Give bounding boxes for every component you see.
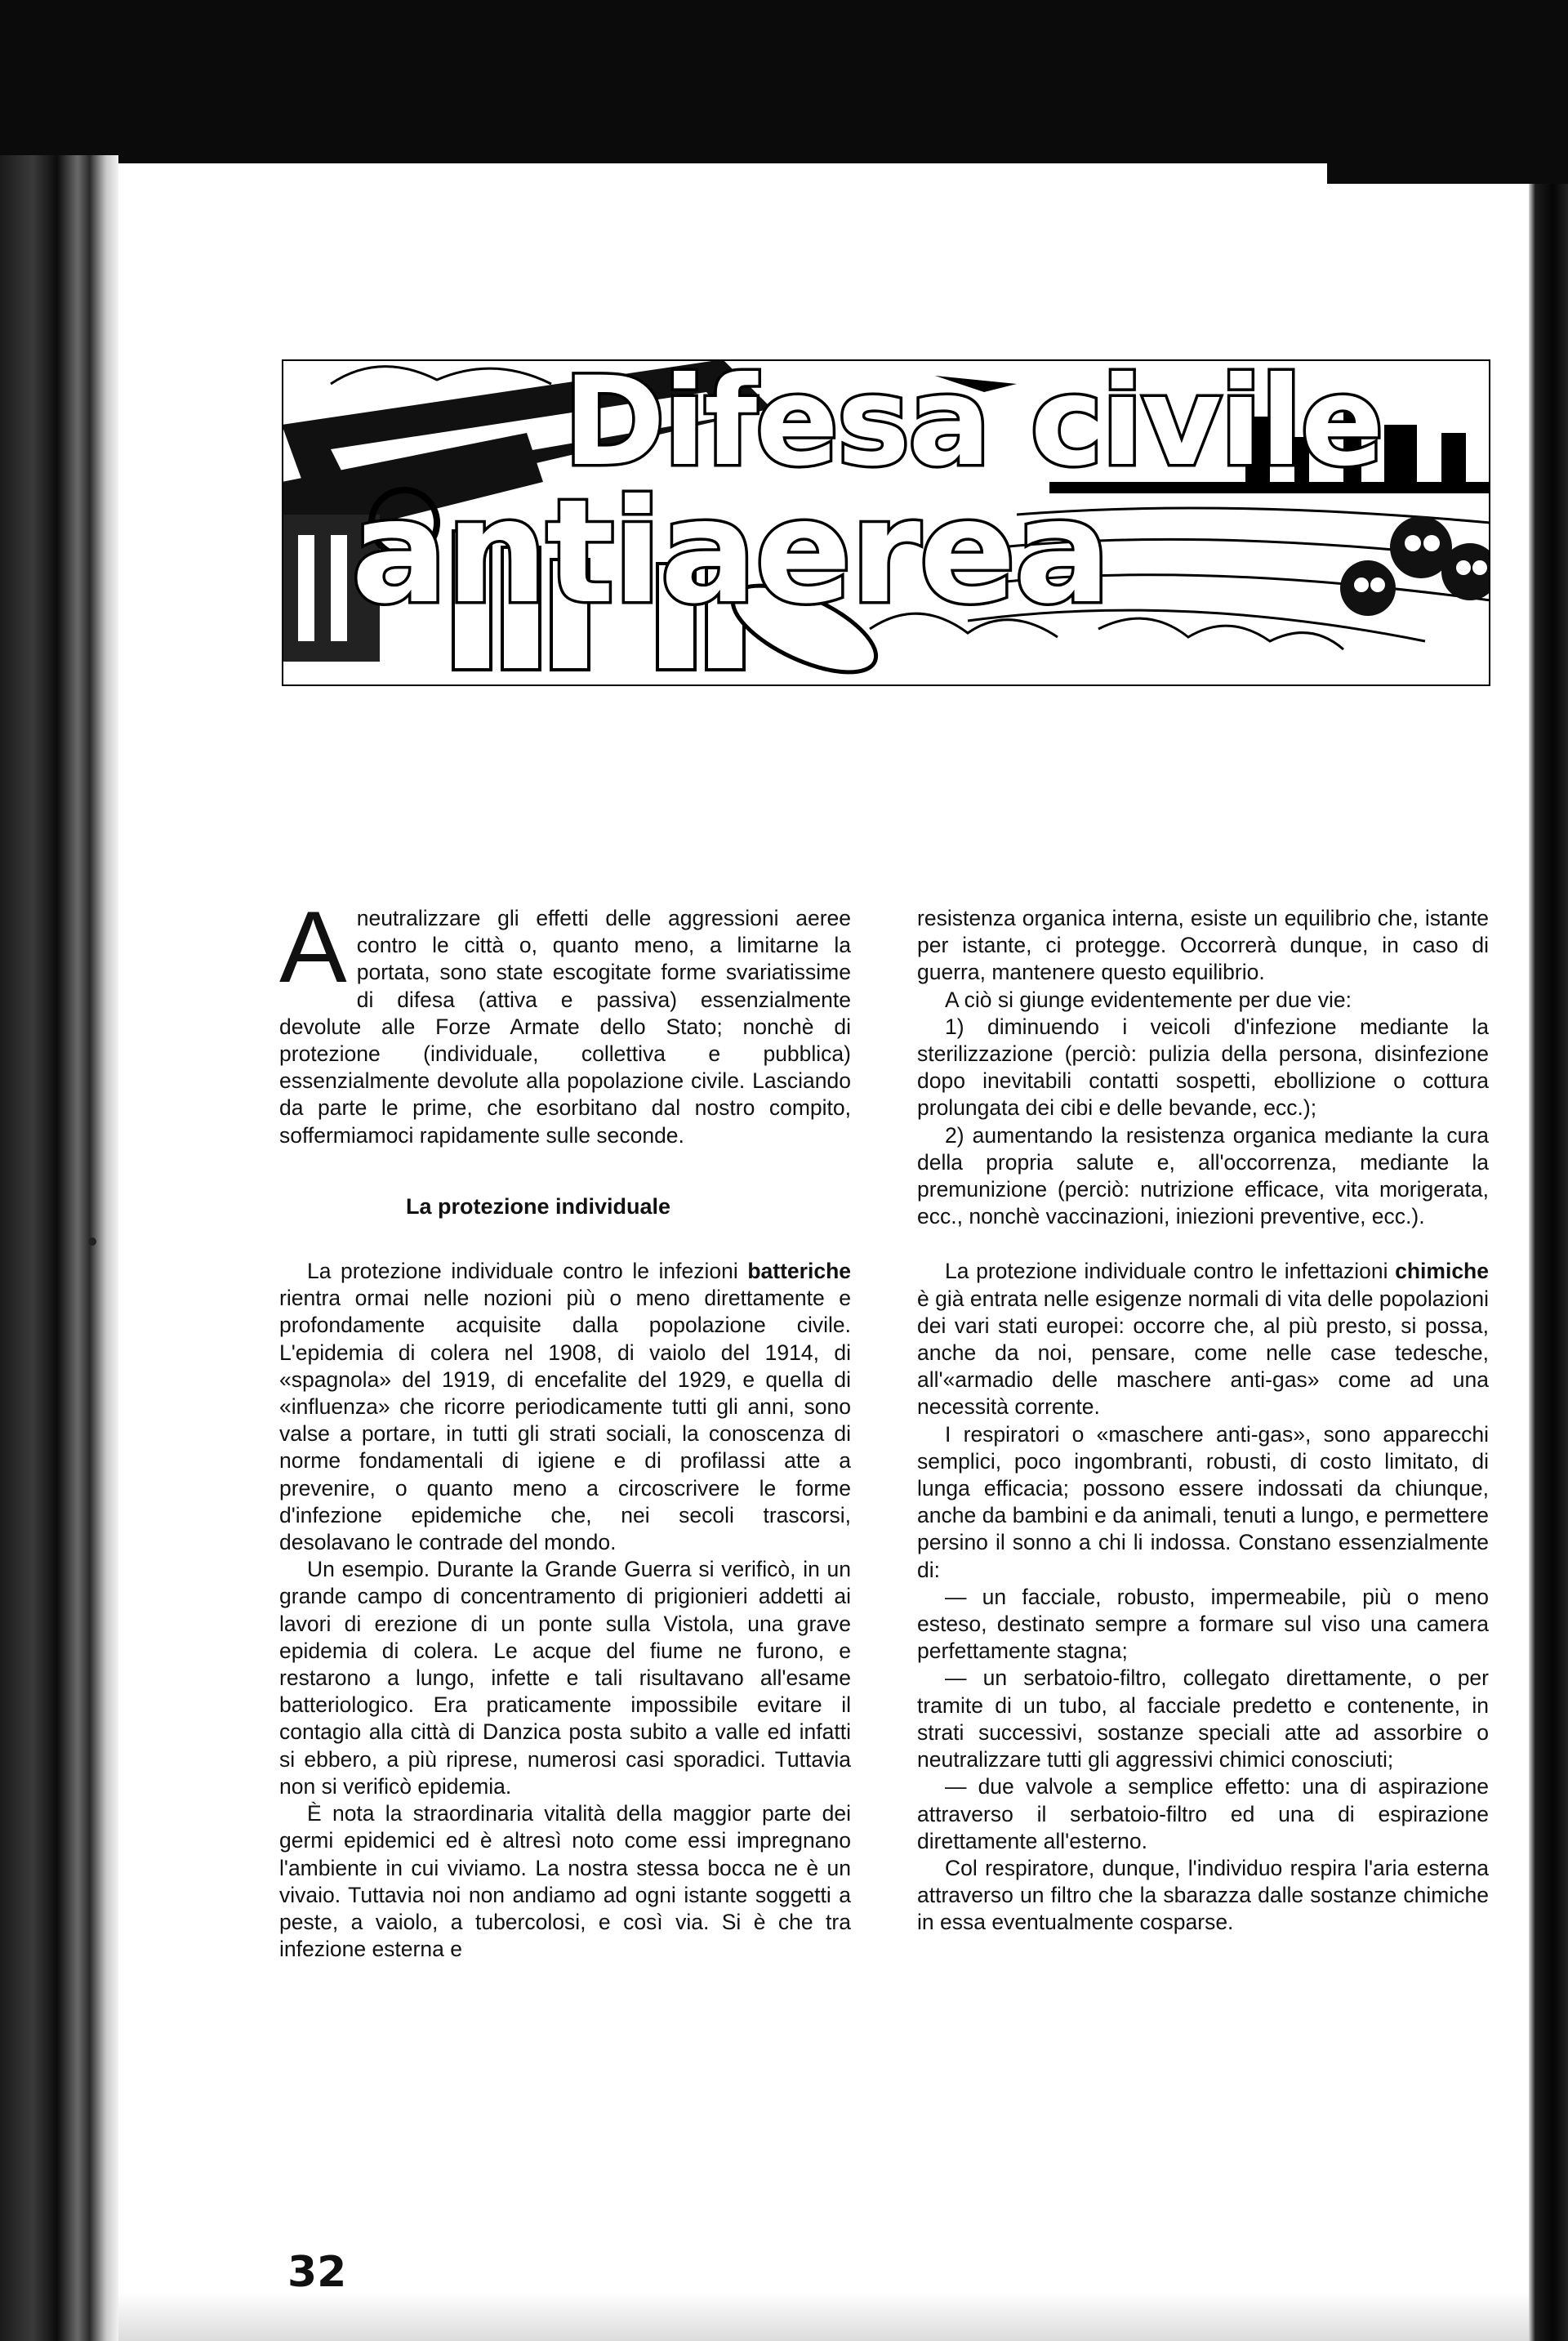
- list-item-sterilization: 1) diminuendo i veicoli d'infezione mediante la sterilizzazione (perciò: pulizia della persona, disinfezione dopo inevitabili contatti sospetti, ebollizione o cottura prolungata dei cibi e delle bevande, ecc.);: [917, 1014, 1489, 1121]
- paragraph-chemical: La protezione individuale contro le infettazioni chimiche è già entrata nelle esigenze normali di vita delle popolazioni dei vari stati europei: occorre che, al più presto, si possa, anche da noi, pensare, come nelle case tedesche, all'«armadio delle maschere anti-gas» come ad una necessità corrente.: [917, 1259, 1489, 1420]
- left-text-column: [279, 891, 851, 1963]
- list-item-facepiece: — un facciale, robusto, impermeabile, più o meno esteso, destinato sempre a formare sul viso una camera perfettamente stagna;: [917, 1584, 1489, 1664]
- drop-cap: A: [279, 891, 347, 1004]
- section-heading: La protezione individuale: [406, 1193, 671, 1219]
- list-item-filter: — un serbatoio-filtro, collegato direttamente, o per tramite di un tubo, al facciale predetto e contenente, in strati successivi, sostanze speciali atte ad assorbire o neutralizzare tutti gli aggressivi chimici conosciuti;: [917, 1665, 1489, 1772]
- paragraph-equilibrium: resistenza organica interna, esiste un equilibrio che, istante per istante, ci protegge. Occorrerà dunque, in caso di guerra, mantenere questo equilibrio.: [917, 906, 1489, 985]
- intro-paragraph: A neutralizzare gli effetti delle aggressioni aeree contro le città o, quanto meno, a limitarne la portata, sono state escogitate forme svariatissime di difesa (attiva e passiva) essenzialmente devolute alle Forze Armate dello Stato; nonchè di protezione (individuale, collettiva e pubblica) essenzialmente devolute alla popolazione civile. Lasciando da parte le prime, che esorbitano dal nostro compito, soffermiamoci rapidamente sulle seconde.: [279, 891, 851, 1148]
- article-title-line-2: antiaerea: [351, 470, 1110, 635]
- scan-top-border: [0, 0, 1327, 163]
- paragraph-example: Un esempio. Durante la Grande Guerra si verificò, in un grande campo di concentramento di prigionieri addetti ai lavori di erezione di un ponte sulla Vistola, una grave epidemia di colera. Le acque del fiume ne furono, e restarono a lungo, infette e tali risultavano all'esame batteriologico. Era praticamente impossibile evitare il contagio alla città di Danzica posta subito a valle ed infatti si ebbero, a più riprese, numerosi casi sporadici. Tuttavia non si verificò epidemia.: [279, 1557, 851, 1799]
- page-number: 32: [287, 2248, 347, 2297]
- paragraph-respirators: I respiratori o «maschere anti-gas», sono apparecchi semplici, poco ingombranti, robusti, di costo limitato, di lunga efficacia; possono essere indossati da chiunque, anche da bambini e da animali, tenuti a lungo, e permettere persino il sonno a chi li indossa. Constano essenzialmente di:: [917, 1421, 1489, 1582]
- paragraph-conclusion: Col respiratore, dunque, l'individuo respira l'aria esterna attraverso un filtro che la sbarazza dalle sostanze chimiche in essa eventualmente cosparse.: [917, 1855, 1489, 1935]
- scan-speck: [88, 1237, 96, 1246]
- paragraph-germs: È nota la straordinaria vitalità della maggior parte dei germi epidemici ed è altresì noto come essi impregnano l'ambiente in cui viviamo. La nostra stessa bocca ne è un vivaio. Tuttavia noi non andiamo ad ogni istante soggetti a peste, a vaiolo, a tubercolosi, e così via. Si è che tra infezione esterna e: [279, 1801, 851, 1962]
- paragraph-bacterial: La protezione individuale contro le infezioni batteriche rientra ormai nelle nozioni più o meno direttamente e profondamente acquisite dalla popolazione civile. L'epidemia di colera nel 1908, di vaiolo del 1914, di «spagnola» del 1919, di encefalite del 1929, e quella di «influenza» che ricorre periodicamente tutti gli anni, sono valse a portare, in tutti gli strati sociali, la conoscenza di norme fondamentali di igiene e di profilassi atte a prevenire, o quanto meno a circoscrivere le forme d'infezione epidemiche che, nei secoli trascorsi, desolavano le contrade del mondo.: [279, 1259, 851, 1555]
- article-title-line-1: Difesa civile: [564, 351, 1383, 493]
- scan-top-border-right: [1327, 0, 1568, 184]
- scan-right-edge: [1529, 184, 1568, 2341]
- scan-left-edge: [0, 155, 118, 2341]
- list-item-valves: — due valvole a semplice effetto: una di aspirazione attraverso il serbatoio-filtro ed una di espirazione direttamente all'esterno.: [917, 1774, 1489, 1853]
- paragraph-two-ways: A ciò si giunge evidentemente per due vie:: [945, 987, 1352, 1012]
- right-text-column: [917, 905, 1489, 1937]
- list-item-premunition: 2) aumentando la resistenza organica mediante la cura della propria salute e, all'occorrenza, mediante la premunizione (perciò: nutrizione efficace, vita morigerata, ecc., nonchè vaccinazioni, iniezioni preventive, ecc.).: [917, 1122, 1489, 1229]
- scan-bottom-shade: [118, 2292, 1529, 2341]
